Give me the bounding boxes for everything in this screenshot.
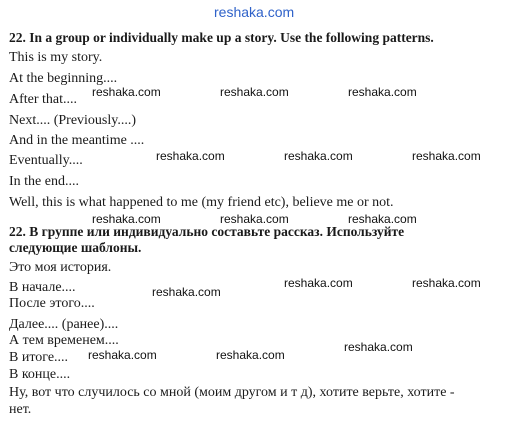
site-watermark: reshaka.com (216, 348, 285, 362)
site-watermark: reshaka.com (220, 212, 289, 226)
site-watermark-top: reshaka.com (214, 4, 295, 20)
site-watermark: reshaka.com (348, 212, 417, 226)
english-pattern-line: Well, this is what happened to me (my friend etc), believe me or not. (9, 195, 394, 210)
russian-task-heading: 22. В группе или индивидуально составьте рассказ. Используйте (9, 224, 405, 239)
russian-pattern-line: В итоге.... (9, 350, 69, 365)
english-task-heading: 22. In a group or individually make up a story. Use the following patterns. (9, 30, 434, 45)
site-watermark: reshaka.com (344, 340, 413, 354)
site-watermark: reshaka.com (348, 85, 417, 99)
site-watermark: reshaka.com (412, 149, 481, 163)
site-watermark: reshaka.com (220, 85, 289, 99)
english-pattern-line: In the end.... (9, 174, 79, 189)
english-pattern-line: Eventually.... (9, 153, 83, 168)
english-pattern-line: At the beginning.... (9, 71, 118, 86)
russian-pattern-line: Ну, вот что случилось со мной (моим другом и т д), хотите верьте, хотите - (9, 385, 455, 400)
english-pattern-line: Next.... (Previously....) (9, 113, 137, 128)
english-pattern-line: After that.... (9, 92, 78, 107)
site-watermark: reshaka.com (284, 149, 353, 163)
russian-pattern-line: Далее.... (ранее).... (9, 317, 119, 332)
russian-pattern-line: нет. (9, 402, 32, 417)
english-pattern-line: This is my story. (9, 50, 103, 65)
russian-pattern-line: После этого.... (9, 296, 95, 311)
english-pattern-line: And in the meantime .... (9, 133, 145, 148)
site-watermark: reshaka.com (88, 348, 157, 362)
russian-pattern-line: В начале.... (9, 280, 76, 295)
site-watermark: reshaka.com (412, 276, 481, 290)
site-watermark: reshaka.com (92, 85, 161, 99)
russian-task-heading-continued: следующие шаблоны. (9, 240, 142, 255)
russian-pattern-line: Это моя история. (9, 260, 112, 275)
russian-pattern-line: А тем временем.... (9, 333, 119, 348)
site-watermark: reshaka.com (92, 212, 161, 226)
site-watermark: reshaka.com (152, 285, 221, 299)
site-watermark: reshaka.com (156, 149, 225, 163)
russian-pattern-line: В конце.... (9, 367, 71, 382)
site-watermark: reshaka.com (284, 276, 353, 290)
